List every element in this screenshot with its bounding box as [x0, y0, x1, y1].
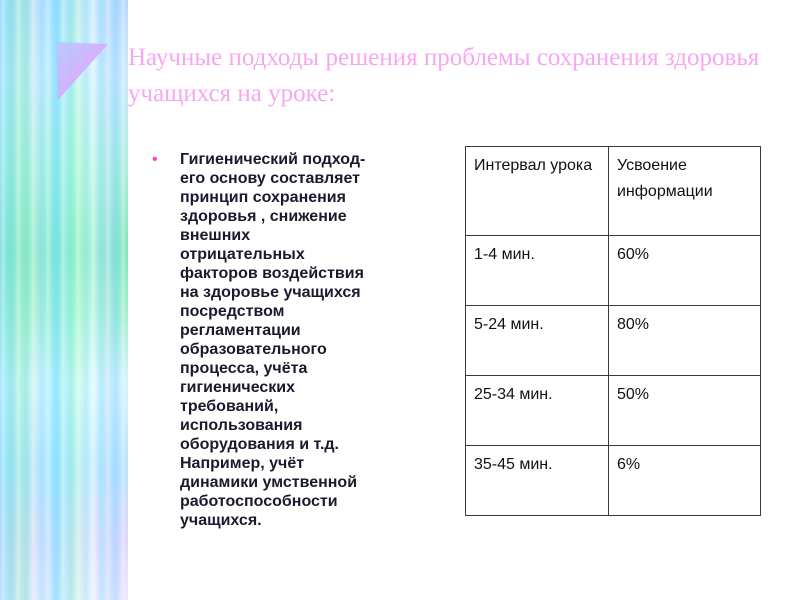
- slide-title: Научные подходы решения проблемы сохранения здоровья учащихся на уроке:: [128, 44, 760, 107]
- table-cell-interval: 25-34 мин.: [466, 376, 609, 446]
- table-row: [466, 306, 761, 376]
- bullet-marker: •: [152, 151, 158, 168]
- table-cell-value: 6%: [608, 446, 760, 516]
- table-cell-value: 50%: [608, 376, 760, 446]
- table-cell-value: 80%: [608, 306, 760, 376]
- bullet-text: Гигиенический подход- его основу составляет принцип сохранения здоровья , снижение внешних отрицательных факторов воздействия на здоровье учащихся посредством регламентации образовательного процесса, учёта гигиенических требований, использования оборудования и т.д. Например, учёт динамики умственной работоспособности учащихся.: [180, 151, 366, 529]
- table-row: [466, 446, 761, 516]
- data-table: [465, 146, 761, 516]
- table-cell-interval: 1-4 мин.: [466, 236, 609, 306]
- table-header-row: [466, 147, 761, 236]
- table-cell-interval: 35-45 мин.: [466, 446, 609, 516]
- table-row: [466, 236, 761, 306]
- table-cell-interval: 5-24 мин.: [466, 306, 609, 376]
- triangle-icon: [54, 40, 110, 102]
- table-row: [466, 376, 761, 446]
- table-header-interval: Интервал урока: [466, 147, 609, 236]
- table-header-assimilation: Усвоение информации: [608, 147, 760, 236]
- table-cell-value: 60%: [608, 236, 760, 306]
